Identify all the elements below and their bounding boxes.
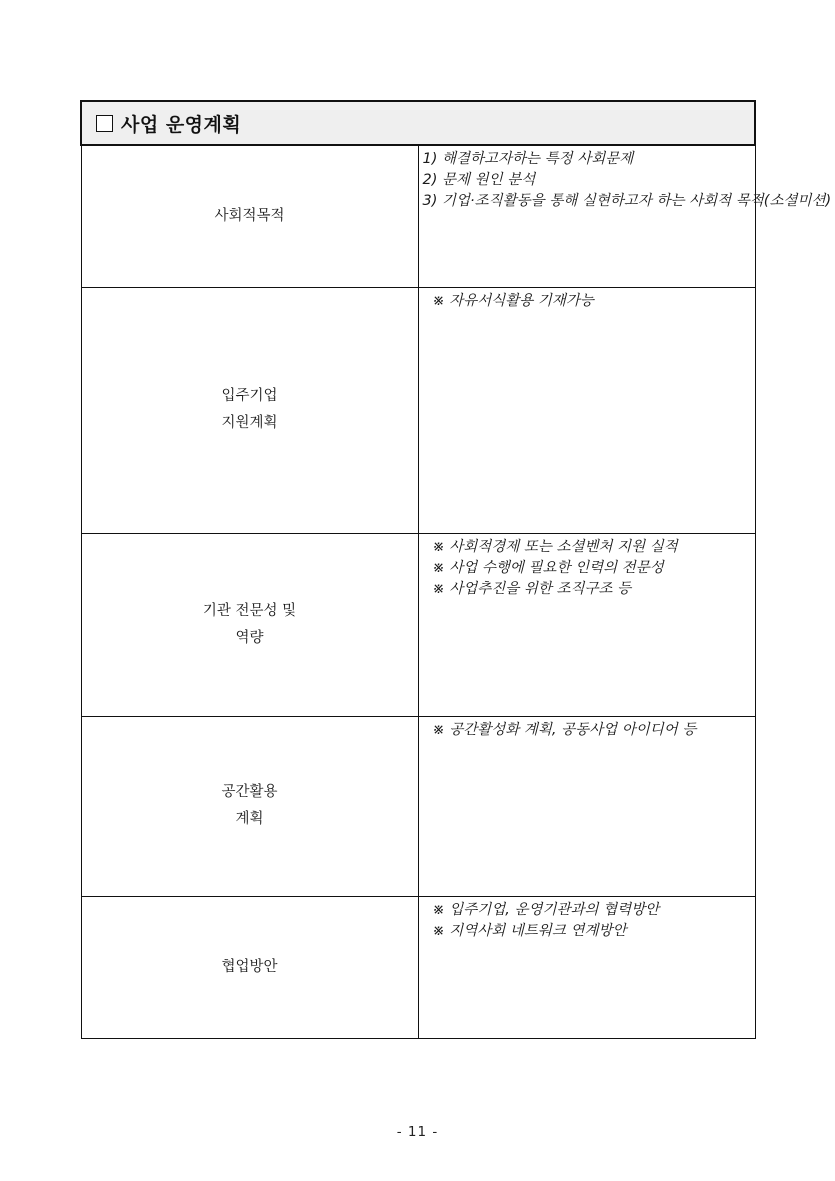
row-label-line: 공간활용 bbox=[221, 784, 278, 800]
page-number: - 11 - bbox=[396, 1124, 439, 1140]
table-row-social-purpose bbox=[81, 145, 755, 287]
row-label-line: 사회적목적 bbox=[214, 207, 285, 224]
content-space-plan[interactable] bbox=[418, 716, 755, 896]
table-row-collaboration bbox=[81, 896, 755, 1038]
guide-line: ※ 사업 수행에 필요한 인력의 전문성 bbox=[432, 559, 664, 576]
content-social-purpose[interactable] bbox=[418, 145, 832, 287]
table-row-space-plan bbox=[81, 716, 755, 896]
guide-line: ※ 지역사회 네트워크 연계방안 bbox=[432, 922, 627, 939]
row-label-space-plan bbox=[81, 716, 418, 896]
checkbox-square-icon bbox=[96, 115, 113, 132]
row-label-tenant-support bbox=[81, 287, 418, 533]
guide-line: ※ 공간활성화 계획, 공동사업 아이디어 등 bbox=[432, 721, 697, 738]
row-label-line: 기관 전문성 및 bbox=[202, 602, 297, 619]
guide-line: 3) 기업·조직활동을 통해 실현하고자 하는 사회적 목적(소셜미션) bbox=[422, 193, 832, 209]
content-collaboration[interactable] bbox=[418, 896, 755, 1038]
table-row-expertise bbox=[81, 533, 755, 716]
business-plan-table bbox=[80, 100, 832, 1039]
row-label-line: 입주기업 bbox=[221, 388, 278, 404]
guide-line: 2) 문제 원인 분석 bbox=[422, 172, 536, 188]
row-label-line: 협업방안 bbox=[221, 958, 278, 975]
table-row-tenant-support bbox=[81, 287, 755, 533]
row-label-social-purpose bbox=[81, 145, 418, 287]
guide-line: 1) 해결하고자하는 특정 사회문제 bbox=[422, 151, 634, 167]
row-label-collaboration bbox=[81, 896, 418, 1038]
content-expertise[interactable] bbox=[418, 533, 755, 716]
guide-line: ※ 사회적경제 또는 소셜벤처 지원 실적 bbox=[432, 538, 678, 555]
content-tenant-support[interactable] bbox=[418, 287, 755, 533]
row-label-line: 계획 bbox=[235, 811, 264, 827]
guide-line: ※ 자유서식활용 기재가능 bbox=[432, 292, 594, 309]
guide-line: ※ 입주기업, 운영기관과의 협력방안 bbox=[432, 901, 660, 918]
row-label-expertise bbox=[81, 533, 418, 716]
row-label-line: 지원계획 bbox=[221, 415, 278, 431]
section-title: 사업 운영계획 bbox=[121, 113, 242, 136]
row-label-line: 역량 bbox=[235, 629, 264, 646]
guide-line: ※ 사업추진을 위한 조직구조 등 bbox=[432, 580, 632, 597]
section-header bbox=[81, 101, 755, 145]
